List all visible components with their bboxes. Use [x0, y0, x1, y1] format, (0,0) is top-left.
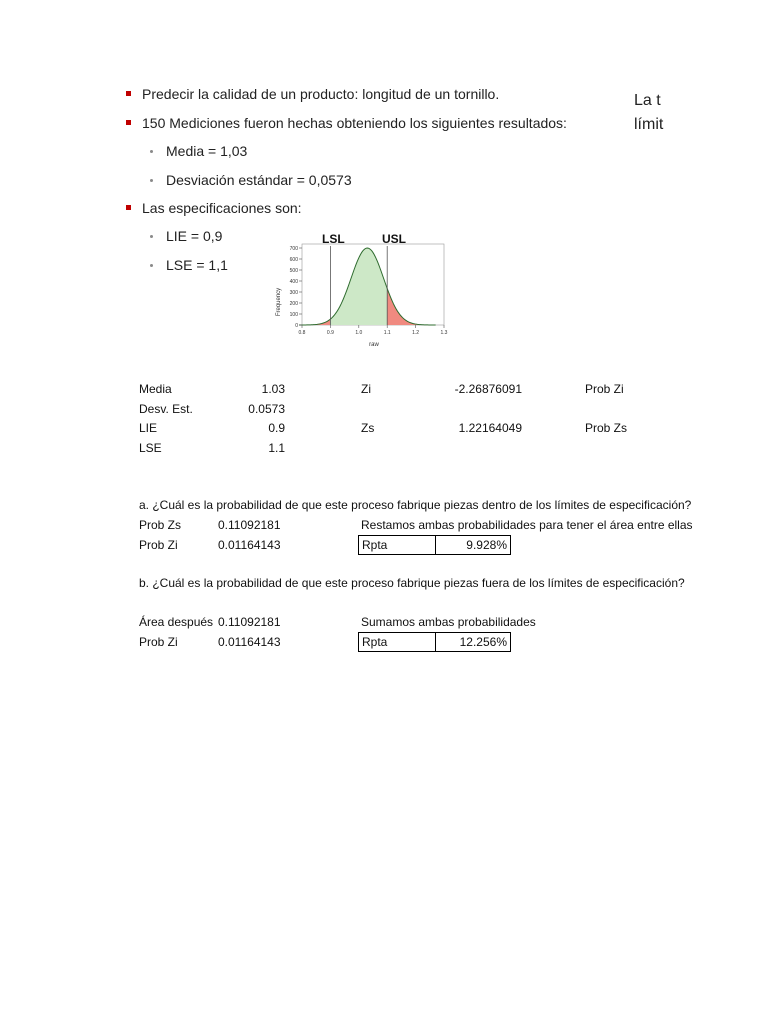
x-tick-label: 0.8: [298, 330, 306, 336]
stat-label: LIE: [139, 421, 158, 435]
stat-value: 1.1: [268, 441, 285, 455]
bullet-text: Predecir la calidad de un producto: longitud de un tornillo.: [142, 86, 500, 102]
a-row-label: Prob Zs: [139, 518, 182, 532]
a-rpta-label: Rpta: [358, 535, 436, 555]
zi-label: Zi: [361, 382, 371, 396]
gray-bullet-icon: [150, 264, 153, 267]
prob-zi-label: Prob Zi: [585, 382, 624, 396]
lsl-label: LSL: [322, 232, 345, 246]
stat-label: Desv. Est.: [139, 402, 193, 416]
stat-label: LSE: [139, 441, 162, 455]
b-row-label: Área después: [139, 615, 214, 629]
stat-label: Media: [139, 382, 172, 396]
sub-bullet-text: LSE = 1,1: [166, 257, 228, 273]
red-bullet-icon: [126, 205, 131, 210]
x-tick-label: 0.9: [326, 330, 334, 336]
x-tick-label: 1.3: [440, 330, 448, 336]
prob-zs-label: Prob Zs: [585, 421, 628, 435]
zi-value: -2.26876091: [454, 382, 522, 396]
gray-bullet-icon: [150, 235, 153, 238]
red-bullet-icon: [126, 91, 131, 96]
side-text-line: La t: [634, 92, 661, 109]
stat-value: 1.03: [261, 382, 285, 396]
side-text-line: límit: [634, 116, 664, 133]
y-tick-label: 600: [289, 257, 298, 263]
y-tick-label: 300: [289, 290, 298, 296]
y-tick-label: 0: [295, 323, 298, 329]
b-row-value: 0.01164143: [218, 635, 281, 649]
zs-value: 1.22164049: [458, 421, 522, 435]
y-axis-label: Frequency: [276, 287, 282, 317]
bullet-text: 150 Mediciones fueron hechas obteniendo los siguientes resultados:: [142, 115, 567, 131]
red-bullet-icon: [126, 120, 131, 125]
sub-bullet-text: Media = 1,03: [166, 143, 248, 159]
a-row-label: Prob Zi: [139, 538, 178, 552]
b-rpta-label: Rpta: [358, 632, 436, 652]
b-row-label: Prob Zi: [139, 635, 178, 649]
usl-label: USL: [382, 232, 406, 246]
b-row-value: 0.11092181: [218, 615, 281, 629]
question-a: a. ¿Cuál es la probabilidad de que este proceso fabrique piezas dentro de los límites de especificación?: [139, 498, 692, 512]
gray-bullet-icon: [150, 179, 153, 182]
x-axis-label: raw: [369, 342, 379, 348]
y-tick-label: 200: [289, 301, 298, 307]
stat-value: 0.9: [268, 421, 285, 435]
sub-bullet-text: LIE = 0,9: [166, 228, 223, 244]
y-tick-label: 700: [289, 246, 298, 252]
y-tick-label: 100: [289, 312, 298, 318]
a-row-value: 0.11092181: [218, 518, 281, 532]
question-b: b. ¿Cuál es la probabilidad de que este proceso fabrique piezas fuera de los límites de especificación?: [139, 576, 685, 590]
bullet-text: Las especificaciones son:: [142, 200, 302, 216]
y-tick-label: 400: [289, 279, 298, 285]
stat-value: 0.0573: [248, 402, 285, 416]
a-rpta-value: 9.928%: [435, 535, 511, 555]
sub-bullet-text: Desviación estándar = 0,0573: [166, 172, 352, 188]
x-tick-label: 1.2: [412, 330, 420, 336]
b-rpta-value: 12.256%: [435, 632, 511, 652]
a-note: Restamos ambas probabilidades para tener el área entre ellas: [361, 518, 693, 532]
y-tick-label: 500: [289, 268, 298, 274]
x-tick-label: 1.0: [355, 330, 363, 336]
zs-label: Zs: [361, 421, 375, 435]
gray-bullet-icon: [150, 150, 153, 153]
a-row-value: 0.01164143: [218, 538, 281, 552]
x-tick-label: 1.1: [383, 330, 391, 336]
distribution-chart: [272, 230, 452, 350]
b-note: Sumamos ambas probabilidades: [361, 615, 536, 629]
